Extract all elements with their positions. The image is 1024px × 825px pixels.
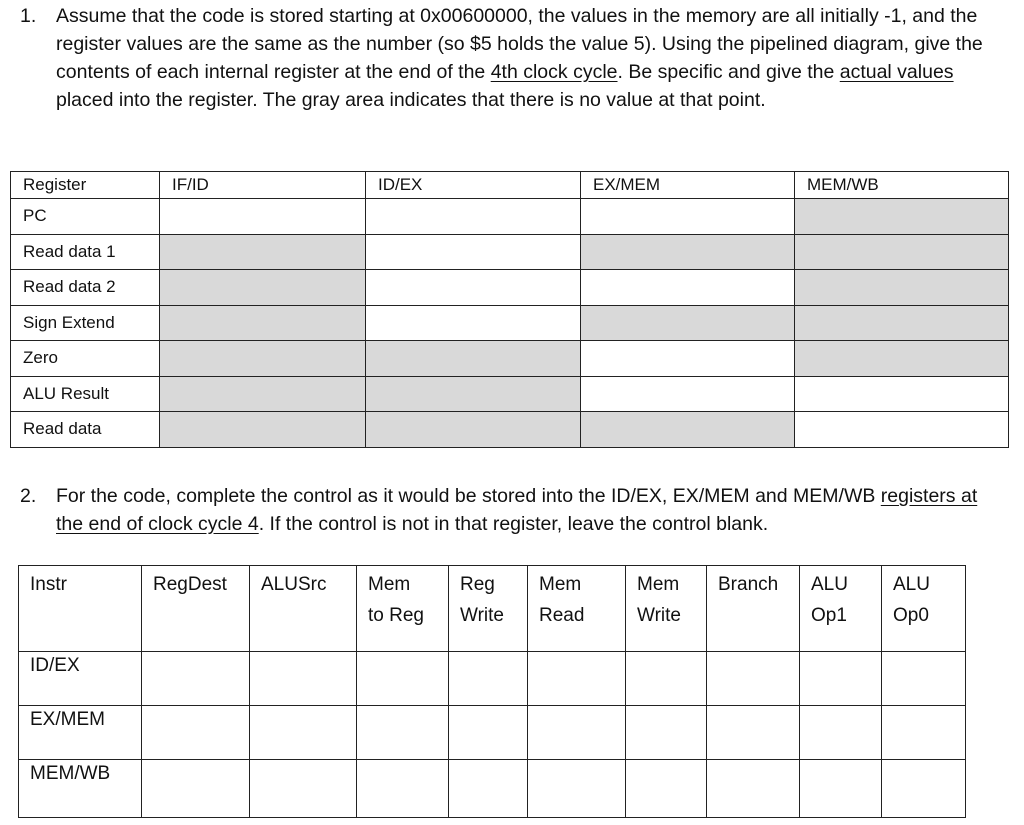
table-row	[11, 234, 1009, 270]
question-number: 2.	[20, 485, 37, 507]
answer-cell[interactable]	[626, 760, 707, 818]
answer-cell[interactable]	[795, 376, 1009, 412]
table-row	[11, 376, 1009, 412]
column-header: ID/EX	[366, 172, 581, 199]
row-label: Sign Extend	[11, 305, 160, 341]
table-row	[11, 412, 1009, 448]
row-label: MEM/WB	[19, 760, 142, 818]
na-cell	[366, 412, 581, 448]
answer-cell[interactable]	[707, 706, 800, 760]
column-header: Mem to Reg	[357, 566, 449, 652]
answer-cell[interactable]	[449, 706, 528, 760]
pipeline-register-table	[10, 171, 1009, 448]
column-header: Register	[11, 172, 160, 199]
na-cell	[160, 376, 366, 412]
row-label: Zero	[11, 341, 160, 377]
answer-cell[interactable]	[795, 412, 1009, 448]
row-label: ALU Result	[11, 376, 160, 412]
column-header: ALU Op0	[882, 566, 966, 652]
row-label: PC	[11, 199, 160, 235]
row-label: Read data	[11, 412, 160, 448]
answer-cell[interactable]	[528, 706, 626, 760]
column-header: ALU Op1	[800, 566, 882, 652]
column-header: Mem Read	[528, 566, 626, 652]
answer-cell[interactable]	[581, 341, 795, 377]
column-header: IF/ID	[160, 172, 366, 199]
answer-cell[interactable]	[250, 760, 357, 818]
answer-cell[interactable]	[160, 199, 366, 235]
table-row	[11, 341, 1009, 377]
column-header: ALUSrc	[250, 566, 357, 652]
column-header: MEM/WB	[795, 172, 1009, 199]
table-row	[11, 270, 1009, 306]
answer-cell[interactable]	[800, 652, 882, 706]
answer-cell[interactable]	[250, 652, 357, 706]
na-cell	[160, 341, 366, 377]
answer-cell[interactable]	[581, 376, 795, 412]
column-header: EX/MEM	[581, 172, 795, 199]
answer-cell[interactable]	[357, 652, 449, 706]
na-cell	[160, 412, 366, 448]
underlined-text: actual values	[839, 61, 954, 83]
question-text: For the code, complete the control as it would be stored into the ID/EX, EX/MEM and MEM/WB registers at the end of clock cycle 4. If the control is not in that register, leave the control blank.	[56, 485, 978, 535]
answer-cell[interactable]	[449, 760, 528, 818]
na-cell	[795, 199, 1009, 235]
answer-cell[interactable]	[626, 652, 707, 706]
table-row	[19, 652, 966, 706]
answer-cell[interactable]	[142, 760, 250, 818]
na-cell	[795, 305, 1009, 341]
underlined-text: registers at the end of clock cycle 4	[56, 485, 978, 535]
row-label: Read data 1	[11, 234, 160, 270]
na-cell	[581, 305, 795, 341]
column-header: Reg Write	[449, 566, 528, 652]
na-cell	[160, 305, 366, 341]
answer-cell[interactable]	[250, 706, 357, 760]
table-header-row	[11, 172, 1009, 199]
control-signal-table	[18, 565, 966, 818]
answer-cell[interactable]	[581, 270, 795, 306]
answer-cell[interactable]	[366, 199, 581, 235]
answer-cell[interactable]	[357, 706, 449, 760]
table-row	[19, 760, 966, 818]
answer-cell[interactable]	[366, 270, 581, 306]
na-cell	[795, 341, 1009, 377]
column-header: Instr	[19, 566, 142, 652]
row-label: Read data 2	[11, 270, 160, 306]
table-row	[11, 305, 1009, 341]
answer-cell[interactable]	[626, 706, 707, 760]
answer-cell[interactable]	[707, 652, 800, 706]
na-cell	[581, 234, 795, 270]
answer-cell[interactable]	[142, 652, 250, 706]
answer-cell[interactable]	[882, 706, 966, 760]
na-cell	[795, 270, 1009, 306]
answer-cell[interactable]	[528, 760, 626, 818]
answer-cell[interactable]	[366, 234, 581, 270]
answer-cell[interactable]	[581, 199, 795, 235]
na-cell	[160, 234, 366, 270]
row-label: EX/MEM	[19, 706, 142, 760]
underlined-text: 4th clock cycle	[490, 61, 618, 83]
na-cell	[795, 234, 1009, 270]
answer-cell[interactable]	[528, 652, 626, 706]
answer-cell[interactable]	[366, 305, 581, 341]
answer-cell[interactable]	[800, 706, 882, 760]
answer-cell[interactable]	[882, 760, 966, 818]
question-text: Assume that the code is stored starting at 0x00600000, the values in the memory are all initially -1, and the register values are the same as the number (so $5 holds the value 5). Using the pipelined diagram, give the contents of each internal register at the end of the 4th clock cycle. Be specific and give the actual values placed into the register. The gray area indicates that there is no value at that point.	[56, 5, 983, 111]
na-cell	[366, 376, 581, 412]
table-header-row	[19, 566, 966, 652]
column-header: RegDest	[142, 566, 250, 652]
answer-cell[interactable]	[142, 706, 250, 760]
answer-cell[interactable]	[882, 652, 966, 706]
answer-cell[interactable]	[449, 652, 528, 706]
na-cell	[366, 341, 581, 377]
row-label: ID/EX	[19, 652, 142, 706]
na-cell	[160, 270, 366, 306]
answer-cell[interactable]	[357, 760, 449, 818]
column-header: Mem Write	[626, 566, 707, 652]
table-row	[11, 199, 1009, 235]
column-header: Branch	[707, 566, 800, 652]
answer-cell[interactable]	[707, 760, 800, 818]
table-row	[19, 706, 966, 760]
answer-cell[interactable]	[800, 760, 882, 818]
na-cell	[581, 412, 795, 448]
question-number: 1.	[20, 5, 37, 27]
